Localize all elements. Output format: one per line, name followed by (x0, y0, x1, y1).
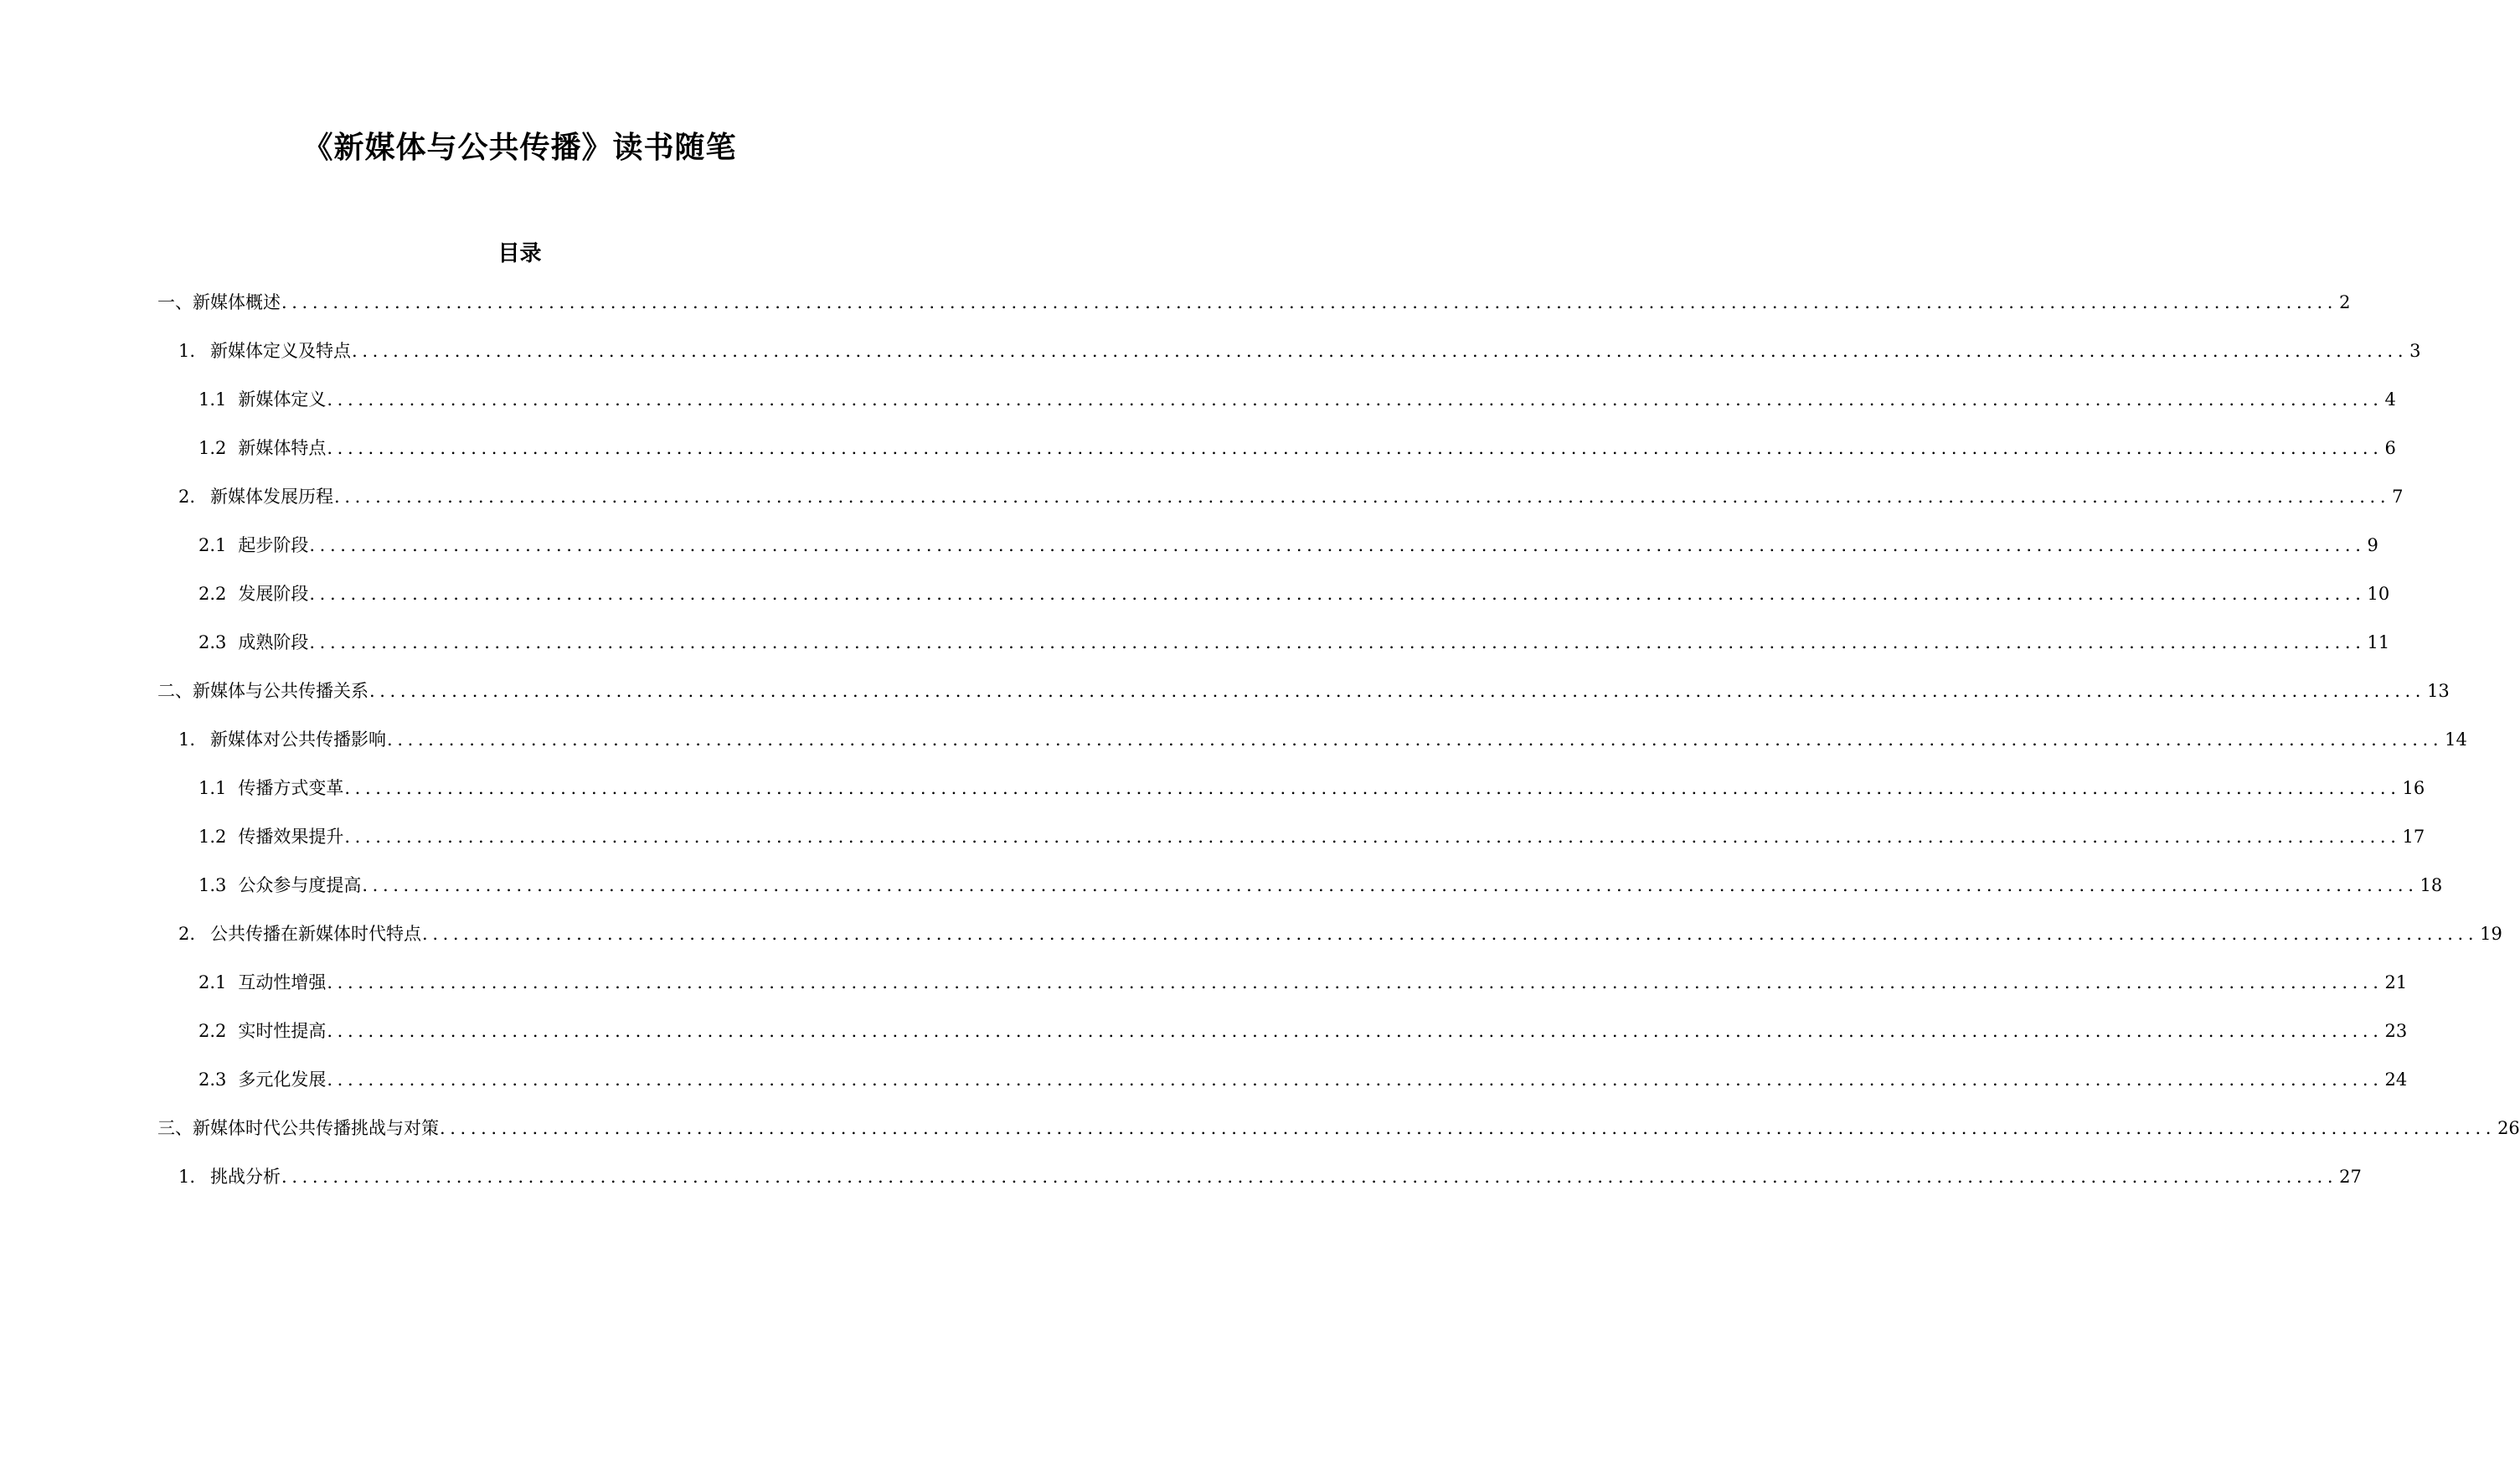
toc-entry[interactable] (198, 873, 2443, 898)
toc-entry-title: 成熟阶段 (238, 632, 309, 652)
toc-entry-page-number: 9 (2367, 535, 2378, 555)
toc-leader-dots: ........................................................................................................................................................................................................ (344, 778, 2401, 798)
toc-entry[interactable] (198, 1018, 2408, 1044)
toc-entry-title: 新媒体时代公共传播挑战与对策 (193, 1118, 439, 1138)
toc-entry[interactable] (198, 824, 2425, 849)
toc-leader-dots: ........................................................................................................................................................................................................ (440, 1118, 2497, 1138)
toc-entry-number: 1. (178, 729, 196, 750)
toc-leader-dots: ........................................................................................................................................................................................................ (344, 827, 2401, 847)
toc-entry-title: 新媒体特点 (238, 438, 327, 458)
toc-entry-title: 实时性提高 (238, 1021, 327, 1041)
toc-entry-title: 公众参与度提高 (238, 875, 362, 895)
toc-entry-page-number: 16 (2402, 778, 2425, 798)
toc-entry[interactable] (198, 776, 2425, 801)
toc-entry-page-number: 24 (2384, 1070, 2408, 1090)
toc-entry-number: 2.3 (198, 1070, 227, 1090)
toc-entry-page-number: 2 (2339, 292, 2351, 312)
document-title: 《新媒体与公共传播》读书随笔 (302, 130, 737, 165)
toc-entry-number: 三、 (157, 1118, 193, 1138)
toc-entry[interactable] (178, 338, 2421, 363)
toc-entry-title: 挑战分析 (210, 1167, 281, 1187)
toc-leader-dots: ........................................................................................................................................................................................................ (281, 292, 2338, 312)
toc-entry-title: 公共传播在新媒体时代特点 (210, 924, 422, 944)
toc-entry-page-number: 3 (2409, 341, 2421, 361)
toc-entry-page-number: 14 (2445, 729, 2467, 750)
toc-leader-dots: ........................................................................................................................................................................................................ (309, 584, 2366, 604)
toc-entry[interactable] (198, 1067, 2408, 1092)
toc-entry-number: 2.2 (198, 1021, 227, 1041)
toc-entry-number: 2. (178, 487, 196, 507)
toc-leader-dots: ........................................................................................................................................................................................................ (327, 972, 2383, 992)
toc-heading: 目录 (497, 241, 542, 266)
toc-entry-number: 1.1 (198, 778, 227, 798)
toc-entry-page-number: 23 (2384, 1021, 2408, 1041)
toc-entry-page-number: 10 (2367, 584, 2390, 604)
toc-entry[interactable] (157, 1116, 2520, 1141)
toc-entry-number: 二、 (157, 681, 193, 701)
toc-entry-number: 2.1 (198, 535, 227, 555)
toc-entry-title: 多元化发展 (238, 1070, 327, 1090)
toc-entry-page-number: 19 (2480, 924, 2502, 944)
toc-entry-title: 发展阶段 (238, 584, 309, 604)
toc-entry[interactable] (198, 630, 2390, 655)
toc-leader-dots: ........................................................................................................................................................................................................ (309, 535, 2366, 555)
toc-entry-title: 新媒体定义 (238, 389, 327, 410)
toc-entry[interactable] (157, 290, 2351, 315)
toc-entry[interactable] (178, 727, 2467, 752)
toc-entry-page-number: 6 (2384, 438, 2396, 458)
toc-entry-title: 新媒体概述 (193, 292, 281, 312)
toc-entry-title: 起步阶段 (238, 535, 309, 555)
toc-entry-title: 新媒体定义及特点 (210, 341, 352, 361)
toc-leader-dots: ........................................................................................................................................................................................................ (281, 1167, 2338, 1187)
toc-entry[interactable] (198, 581, 2390, 606)
toc-entry-number: 1.3 (198, 875, 227, 895)
toc-leader-dots: ........................................................................................................................................................................................................ (352, 341, 2409, 361)
toc-entry-number: 2.3 (198, 632, 227, 652)
toc-entry[interactable] (157, 678, 2450, 704)
toc-entry[interactable] (178, 1164, 2362, 1189)
toc-entry-title: 新媒体发展历程 (210, 487, 334, 507)
toc-leader-dots: ........................................................................................................................................................................................................ (334, 487, 2391, 507)
toc-entry-page-number: 17 (2402, 827, 2425, 847)
toc-leader-dots: ........................................................................................................................................................................................................ (327, 1070, 2383, 1090)
toc-entry[interactable] (198, 387, 2396, 412)
toc-entry-page-number: 27 (2339, 1167, 2362, 1187)
toc-entry[interactable] (178, 921, 2502, 946)
toc-leader-dots: ........................................................................................................................................................................................................ (369, 681, 2426, 701)
toc-entry[interactable] (198, 436, 2396, 461)
toc-entry-page-number: 21 (2384, 972, 2408, 992)
toc-entry-page-number: 18 (2420, 875, 2443, 895)
toc-entry-page-number: 13 (2427, 681, 2450, 701)
toc-leader-dots: ........................................................................................................................................................................................................ (309, 632, 2366, 652)
toc-entry-number: 2.1 (198, 972, 227, 992)
toc-entry-title: 传播效果提升 (238, 827, 344, 847)
toc-leader-dots: ........................................................................................................................................................................................................ (362, 875, 2419, 895)
toc-entry-number: 一、 (157, 292, 193, 312)
toc-entry-number: 1.2 (198, 827, 227, 847)
toc-entry-number: 1.1 (198, 389, 227, 410)
toc-entry[interactable] (198, 533, 2378, 558)
toc-entry-title: 新媒体与公共传播关系 (193, 681, 368, 701)
toc-leader-dots: ........................................................................................................................................................................................................ (327, 1021, 2383, 1041)
toc-leader-dots: ........................................................................................................................................................................................................ (327, 389, 2383, 410)
toc-entry-page-number: 26 (2497, 1118, 2520, 1138)
toc-entry[interactable] (178, 484, 2404, 509)
toc-leader-dots: ........................................................................................................................................................................................................ (387, 729, 2444, 750)
toc-leader-dots: ........................................................................................................................................................................................................ (327, 438, 2383, 458)
toc-entry-number: 1.2 (198, 438, 227, 458)
toc-entry-page-number: 4 (2384, 389, 2396, 410)
toc-entry-page-number: 11 (2367, 632, 2390, 652)
toc-entry-number: 1. (178, 1167, 196, 1187)
toc-entry-title: 传播方式变革 (238, 778, 344, 798)
toc-entry-number: 2.2 (198, 584, 227, 604)
toc-entry-number: 1. (178, 341, 196, 361)
toc-entry[interactable] (198, 970, 2408, 995)
toc-entry-page-number: 7 (2392, 487, 2404, 507)
toc-entry-title: 新媒体对公共传播影响 (210, 729, 387, 750)
toc-entry-title: 互动性增强 (238, 972, 327, 992)
toc-entry-number: 2. (178, 924, 196, 944)
toc-leader-dots: ........................................................................................................................................................................................................ (422, 924, 2479, 944)
